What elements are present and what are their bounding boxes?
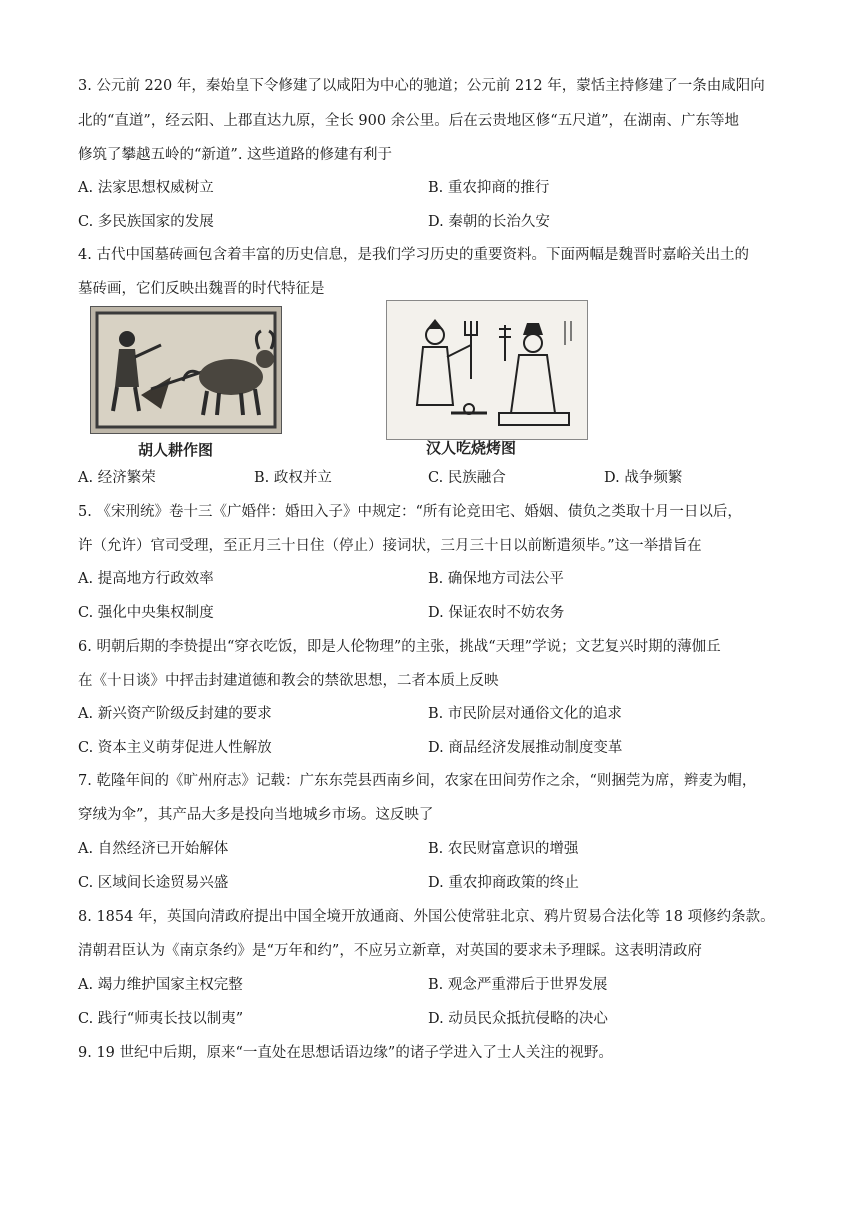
q3-option-b: B. 重农抑商的推行 <box>428 180 550 196</box>
q3-stem-line-2: 北的“直道”，经云阳、上郡直达九原，全长 900 余公里。后在云贵地区修“五尺道”，在湖南、广东等地 <box>78 113 740 129</box>
q7-option-b: B. 农民财富意识的增强 <box>428 841 579 857</box>
q6-option-b: B. 市民阶层对通俗文化的追求 <box>428 706 622 722</box>
q8-option-c: C. 践行“师夷长技以制夷” <box>78 1011 244 1027</box>
q4-option-c: C. 民族融合 <box>428 470 506 486</box>
q4-option-a: A. 经济繁荣 <box>78 470 156 486</box>
q6-option-d: D. 商品经济发展推动制度变革 <box>428 740 623 756</box>
hu-farming-caption: 胡人耕作图 <box>138 441 214 459</box>
q6-stem-line-1: 6. 明朝后期的李贽提出“穿衣吃饭，即是人伦物理”的主张，挑战“天理”学说；文艺复兴时期的薄伽丘 <box>78 639 721 655</box>
q9-stem-line-1: 9. 19 世纪中后期，原来“一直处在思想话语边缘”的诸子学进入了士人关注的视野。 <box>78 1045 613 1061</box>
q7-stem-line-2: 穿绒为伞”，其产品大多是投向当地城乡市场。这反映了 <box>78 807 434 823</box>
q3-stem-line-3: 修筑了攀越五岭的“新道”. 这些道路的修建有利于 <box>78 147 393 163</box>
q5-option-a: A. 提高地方行政效率 <box>78 571 214 587</box>
q7-stem-line-1: 7. 乾隆年间的《旷州府志》记载：广东东莞县西南乡间，农家在田间劳作之余，“则捆莞为席，辫麦为帽， <box>78 773 757 789</box>
q5-option-d: D. 保证农时不妨农务 <box>428 605 565 621</box>
q8-option-a: A. 竭力维护国家主权完整 <box>78 977 243 993</box>
q6-option-c: C. 资本主义萌芽促进人性解放 <box>78 740 272 756</box>
q3-option-d: D. 秦朝的长治久安 <box>428 214 550 230</box>
q5-option-b: B. 确保地方司法公平 <box>428 571 564 587</box>
q3-option-c: C. 多民族国家的发展 <box>78 214 214 230</box>
q8-stem-line-2: 清朝君臣认为《南京条约》是“万年和约”，不应另立新章，对英国的要求未予理睬。这表明清政府 <box>78 943 702 959</box>
q8-stem-line-1: 8. 1854 年，英国向清政府提出中国全境开放通商、外国公使常驻北京、鸦片贸易合法化等 18 项修约条款。 <box>78 909 775 925</box>
q5-stem-line-2: 许（允许）官司受理，至正月三十日住（停止）接词状，三月三十日以前断遣须毕。”这一举措旨在 <box>78 538 702 554</box>
q6-stem-line-2: 在《十日谈》中抨击封建道德和教会的禁欲思想，二者本质上反映 <box>78 673 499 689</box>
q4-option-b: B. 政权并立 <box>254 470 332 486</box>
q8-option-d: D. 动员民众抵抗侵略的决心 <box>428 1011 608 1027</box>
q3-option-a: A. 法家思想权威树立 <box>78 180 214 196</box>
q7-option-c: C. 区域间长途贸易兴盛 <box>78 875 229 891</box>
ox-plough-drawing <box>91 307 281 433</box>
q6-option-a: A. 新兴资产阶级反封建的要求 <box>78 706 272 722</box>
han-barbecue-image <box>386 300 588 440</box>
q5-option-c: C. 强化中央集权制度 <box>78 605 214 621</box>
q4-stem-line-2: 墓砖画，它们反映出魏晋的时代特征是 <box>78 281 325 297</box>
q5-stem-line-1: 5. 《宋刑统》卷十三《广婚伴：婚田入子》中规定：“所有论竞田宅、婚姻、债负之类取十月一日以后， <box>78 504 742 520</box>
hu-farming-image <box>90 306 282 434</box>
q4-stem-line-1: 4. 古代中国墓砖画包含着丰富的历史信息，是我们学习历史的重要资料。下面两幅是魏晋时嘉峪关出土的 <box>78 247 749 263</box>
q7-option-d: D. 重农抑商政策的终止 <box>428 875 579 891</box>
han-barbecue-caption: 汉人吃烧烤图 <box>426 439 517 457</box>
q7-option-a: A. 自然经济已开始解体 <box>78 841 229 857</box>
barbecue-drawing <box>387 301 587 439</box>
q4-option-d: D. 战争频繁 <box>604 470 683 486</box>
q3-stem-line-1: 3. 公元前 220 年，秦始皇下令修建了以咸阳为中心的驰道；公元前 212 年，蒙恬主持修建了一条由咸阳向 <box>78 78 765 94</box>
q8-option-b: B. 观念严重滞后于世界发展 <box>428 977 608 993</box>
